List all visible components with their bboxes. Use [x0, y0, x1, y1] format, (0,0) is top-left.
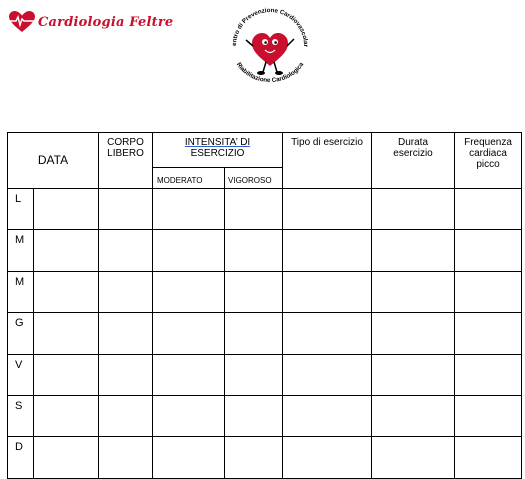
day-label: D [8, 437, 34, 478]
table-cell[interactable] [99, 354, 153, 395]
table-cell[interactable] [34, 313, 99, 354]
day-label: M [8, 230, 34, 271]
table-cell[interactable] [455, 437, 522, 478]
header-line: CORPO [107, 137, 144, 148]
col-header-corpo-libero [99, 133, 153, 189]
col-header-frequenza [455, 133, 522, 189]
table-cell[interactable] [153, 230, 225, 271]
table-row [8, 230, 522, 271]
table-cell[interactable] [283, 354, 372, 395]
table-cell[interactable] [99, 189, 153, 230]
table-cell[interactable] [34, 437, 99, 478]
table-cell[interactable] [153, 189, 225, 230]
cardiologia-feltre-logo [8, 8, 173, 36]
logo-text: Cardiologia Feltre [38, 14, 174, 30]
table-cell[interactable] [225, 230, 283, 271]
table-cell[interactable] [153, 395, 225, 436]
table-row [8, 189, 522, 230]
table-cell[interactable] [34, 271, 99, 312]
table-cell[interactable] [34, 354, 99, 395]
table-cell[interactable] [455, 354, 522, 395]
seal-logo [222, 6, 318, 84]
header-line: INTENSITA’ DI [184, 137, 251, 148]
table-row [8, 395, 522, 436]
table-cell[interactable] [225, 271, 283, 312]
table-cell[interactable] [225, 313, 283, 354]
exercise-log-table [7, 132, 522, 479]
header-line: picco [476, 159, 500, 170]
table-cell[interactable] [372, 189, 455, 230]
table-cell[interactable] [34, 189, 99, 230]
table-cell[interactable] [283, 313, 372, 354]
table-cell[interactable] [153, 313, 225, 354]
table-cell[interactable] [153, 354, 225, 395]
header-line: Durata [398, 137, 429, 148]
table-cell[interactable] [225, 395, 283, 436]
table-cell[interactable] [153, 437, 225, 478]
table-cell[interactable] [455, 189, 522, 230]
table-cell[interactable] [34, 395, 99, 436]
table-cell[interactable] [99, 230, 153, 271]
heart-pulse-icon [8, 10, 36, 34]
table-row [8, 354, 522, 395]
table-cell[interactable] [99, 271, 153, 312]
table-cell[interactable] [455, 230, 522, 271]
seal-text-top: entro di Prevenzione Cardiovascolar [230, 6, 310, 48]
sub-header-moderato: MODERATO [153, 168, 225, 189]
table-cell[interactable] [225, 189, 283, 230]
table-cell[interactable] [372, 271, 455, 312]
table-row [8, 313, 522, 354]
table-cell[interactable] [34, 230, 99, 271]
table-cell[interactable] [283, 271, 372, 312]
header-line: LIBERO [107, 148, 144, 159]
header-line: cardiaca [469, 148, 507, 159]
seal-text-bottom: Riabilitazione Cardiologica [234, 61, 306, 84]
table-cell[interactable] [283, 395, 372, 436]
day-label: S [8, 395, 34, 436]
table-cell[interactable] [455, 271, 522, 312]
table-cell[interactable] [372, 437, 455, 478]
col-header-tipo: Tipo di esercizio [283, 133, 372, 189]
table-cell[interactable] [283, 437, 372, 478]
table-cell[interactable] [99, 395, 153, 436]
col-header-data: DATA [8, 133, 99, 189]
day-label: V [8, 354, 34, 395]
table-cell[interactable] [372, 230, 455, 271]
col-header-durata [372, 133, 455, 189]
heart-mascot-icon [222, 6, 318, 84]
header-line: esercizio [393, 148, 433, 159]
table-row [8, 437, 522, 478]
table-cell[interactable] [153, 271, 225, 312]
day-label: G [8, 313, 34, 354]
sub-header-vigoroso: VIGOROSO [225, 168, 283, 189]
table-cell[interactable] [455, 313, 522, 354]
header-line: Frequenza [464, 137, 512, 148]
table-cell[interactable] [283, 230, 372, 271]
day-label: L [8, 189, 34, 230]
table-cell[interactable] [372, 395, 455, 436]
table-cell[interactable] [225, 354, 283, 395]
table-row [8, 271, 522, 312]
col-header-intensita [153, 133, 283, 168]
table-cell[interactable] [372, 354, 455, 395]
day-label: M [8, 271, 34, 312]
table-cell[interactable] [99, 437, 153, 478]
table-cell[interactable] [455, 395, 522, 436]
header-line: ESERCIZIO [190, 148, 245, 159]
table-cell[interactable] [372, 313, 455, 354]
table-cell[interactable] [99, 313, 153, 354]
table-cell[interactable] [225, 437, 283, 478]
table-cell[interactable] [283, 189, 372, 230]
